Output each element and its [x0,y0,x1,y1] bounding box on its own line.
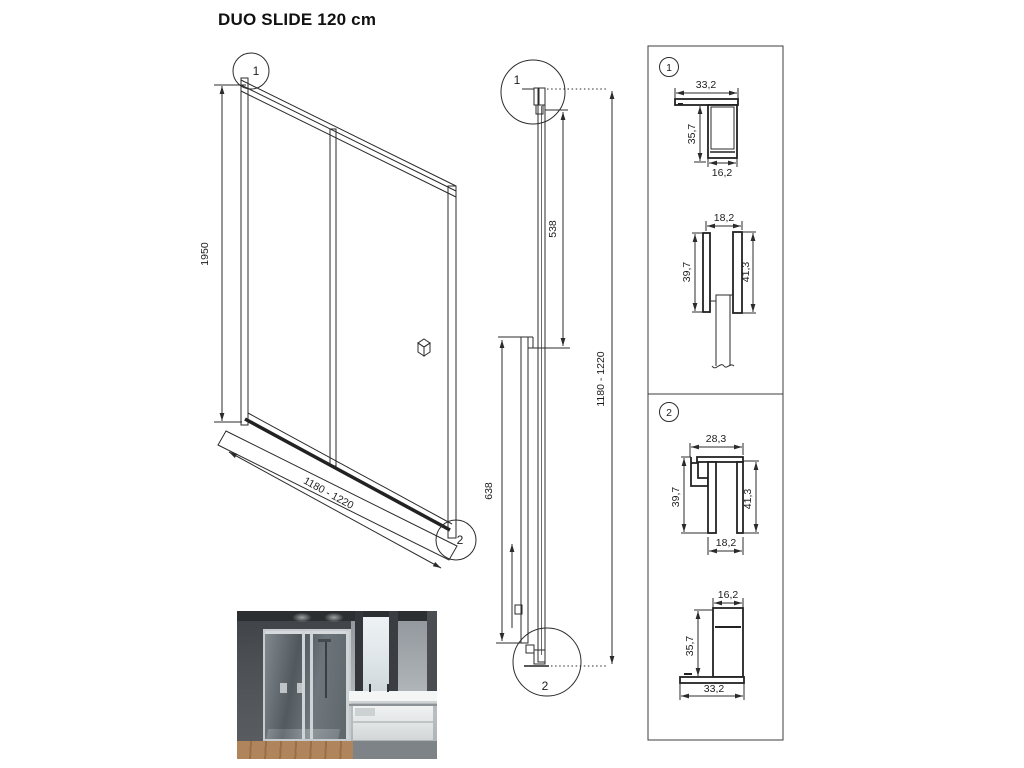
photo-window-frame-left [355,611,363,697]
page-title: DUO SLIDE 120 cm [218,10,377,29]
photo-shower-head [318,639,331,642]
iso-top-rail [241,91,456,197]
detail-2-wall-right-dim: 41,3 [742,488,754,510]
iso-callout-1-circle [233,53,269,89]
iso-callout-2: 2 [456,533,464,547]
iso-right-post [448,186,456,538]
side-sliding-panel [521,337,528,643]
side-638-dim: 638 [483,482,495,500]
photo-right-edge-wall [427,611,437,700]
photo-window-frame-right [389,611,398,697]
detail-2-rail-channel-dim: 16,2 [717,589,739,601]
side-callout-1: 1 [513,73,521,87]
iso-bottom-rail [245,419,450,530]
product-photo [237,611,437,759]
photo-frame-bar [310,631,313,739]
photo-vanity-counter [349,691,437,703]
photo-faucet [369,684,371,692]
side-538-dim: 538 [547,220,559,238]
photo-top-rail [265,631,349,634]
photo-shelf [280,683,287,693]
detail-1-clamp-left-dim: 39,7 [681,261,693,283]
detail-2-label: 2 [666,407,672,419]
detail-2-wall-left-dim: 39,7 [670,486,682,508]
detail-1-clamp-width-dim: 18,2 [713,212,735,224]
side-callout-1-circle [501,60,565,124]
detail-panel-1 [648,46,783,394]
detail-2-wall-bottom-dim: 18,2 [715,537,737,549]
detail-2-rail-height-dim: 35,7 [684,635,696,657]
iso-door-handle [418,339,430,356]
side-total-dim: 1180 - 1220 [595,351,607,407]
detail-1-label: 1 [666,62,672,74]
side-callout-2: 2 [541,679,549,693]
iso-left-post [241,78,248,425]
detail-2-rail-width-dim: 33,2 [703,683,725,695]
photo-frame-bar [346,631,349,739]
detail-panel-2 [648,394,783,740]
detail-1-rail-channel-dim: 16,2 [711,167,733,179]
photo-frame-bar [302,631,305,739]
iso-callout-1: 1 [252,64,260,78]
photo-shower-enclosure [263,629,351,741]
photo-ceiling-light [321,611,347,624]
detail-2-wall-top-dim: 28,3 [705,433,727,445]
iso-width-dim: 1180 - 1220 [301,474,356,512]
iso-mullion [330,129,336,466]
isometric-view [199,53,476,568]
photo-drawer-gap [353,721,433,723]
photo-floor-wood [237,741,353,759]
iso-height-dim: 1950 [199,242,211,266]
side-top-profile [522,88,568,114]
photo-faucet [387,684,389,692]
photo-shower-column [325,642,327,698]
side-view [483,60,612,696]
photo-towel [355,708,375,716]
detail-1-rail-height-dim: 35,7 [686,123,698,145]
detail-1-clamp-right-dim: 41,3 [740,261,752,283]
detail-1-rail-width-dim: 33,2 [695,79,717,91]
photo-ceiling-light [289,611,315,624]
photo-window [363,617,389,694]
